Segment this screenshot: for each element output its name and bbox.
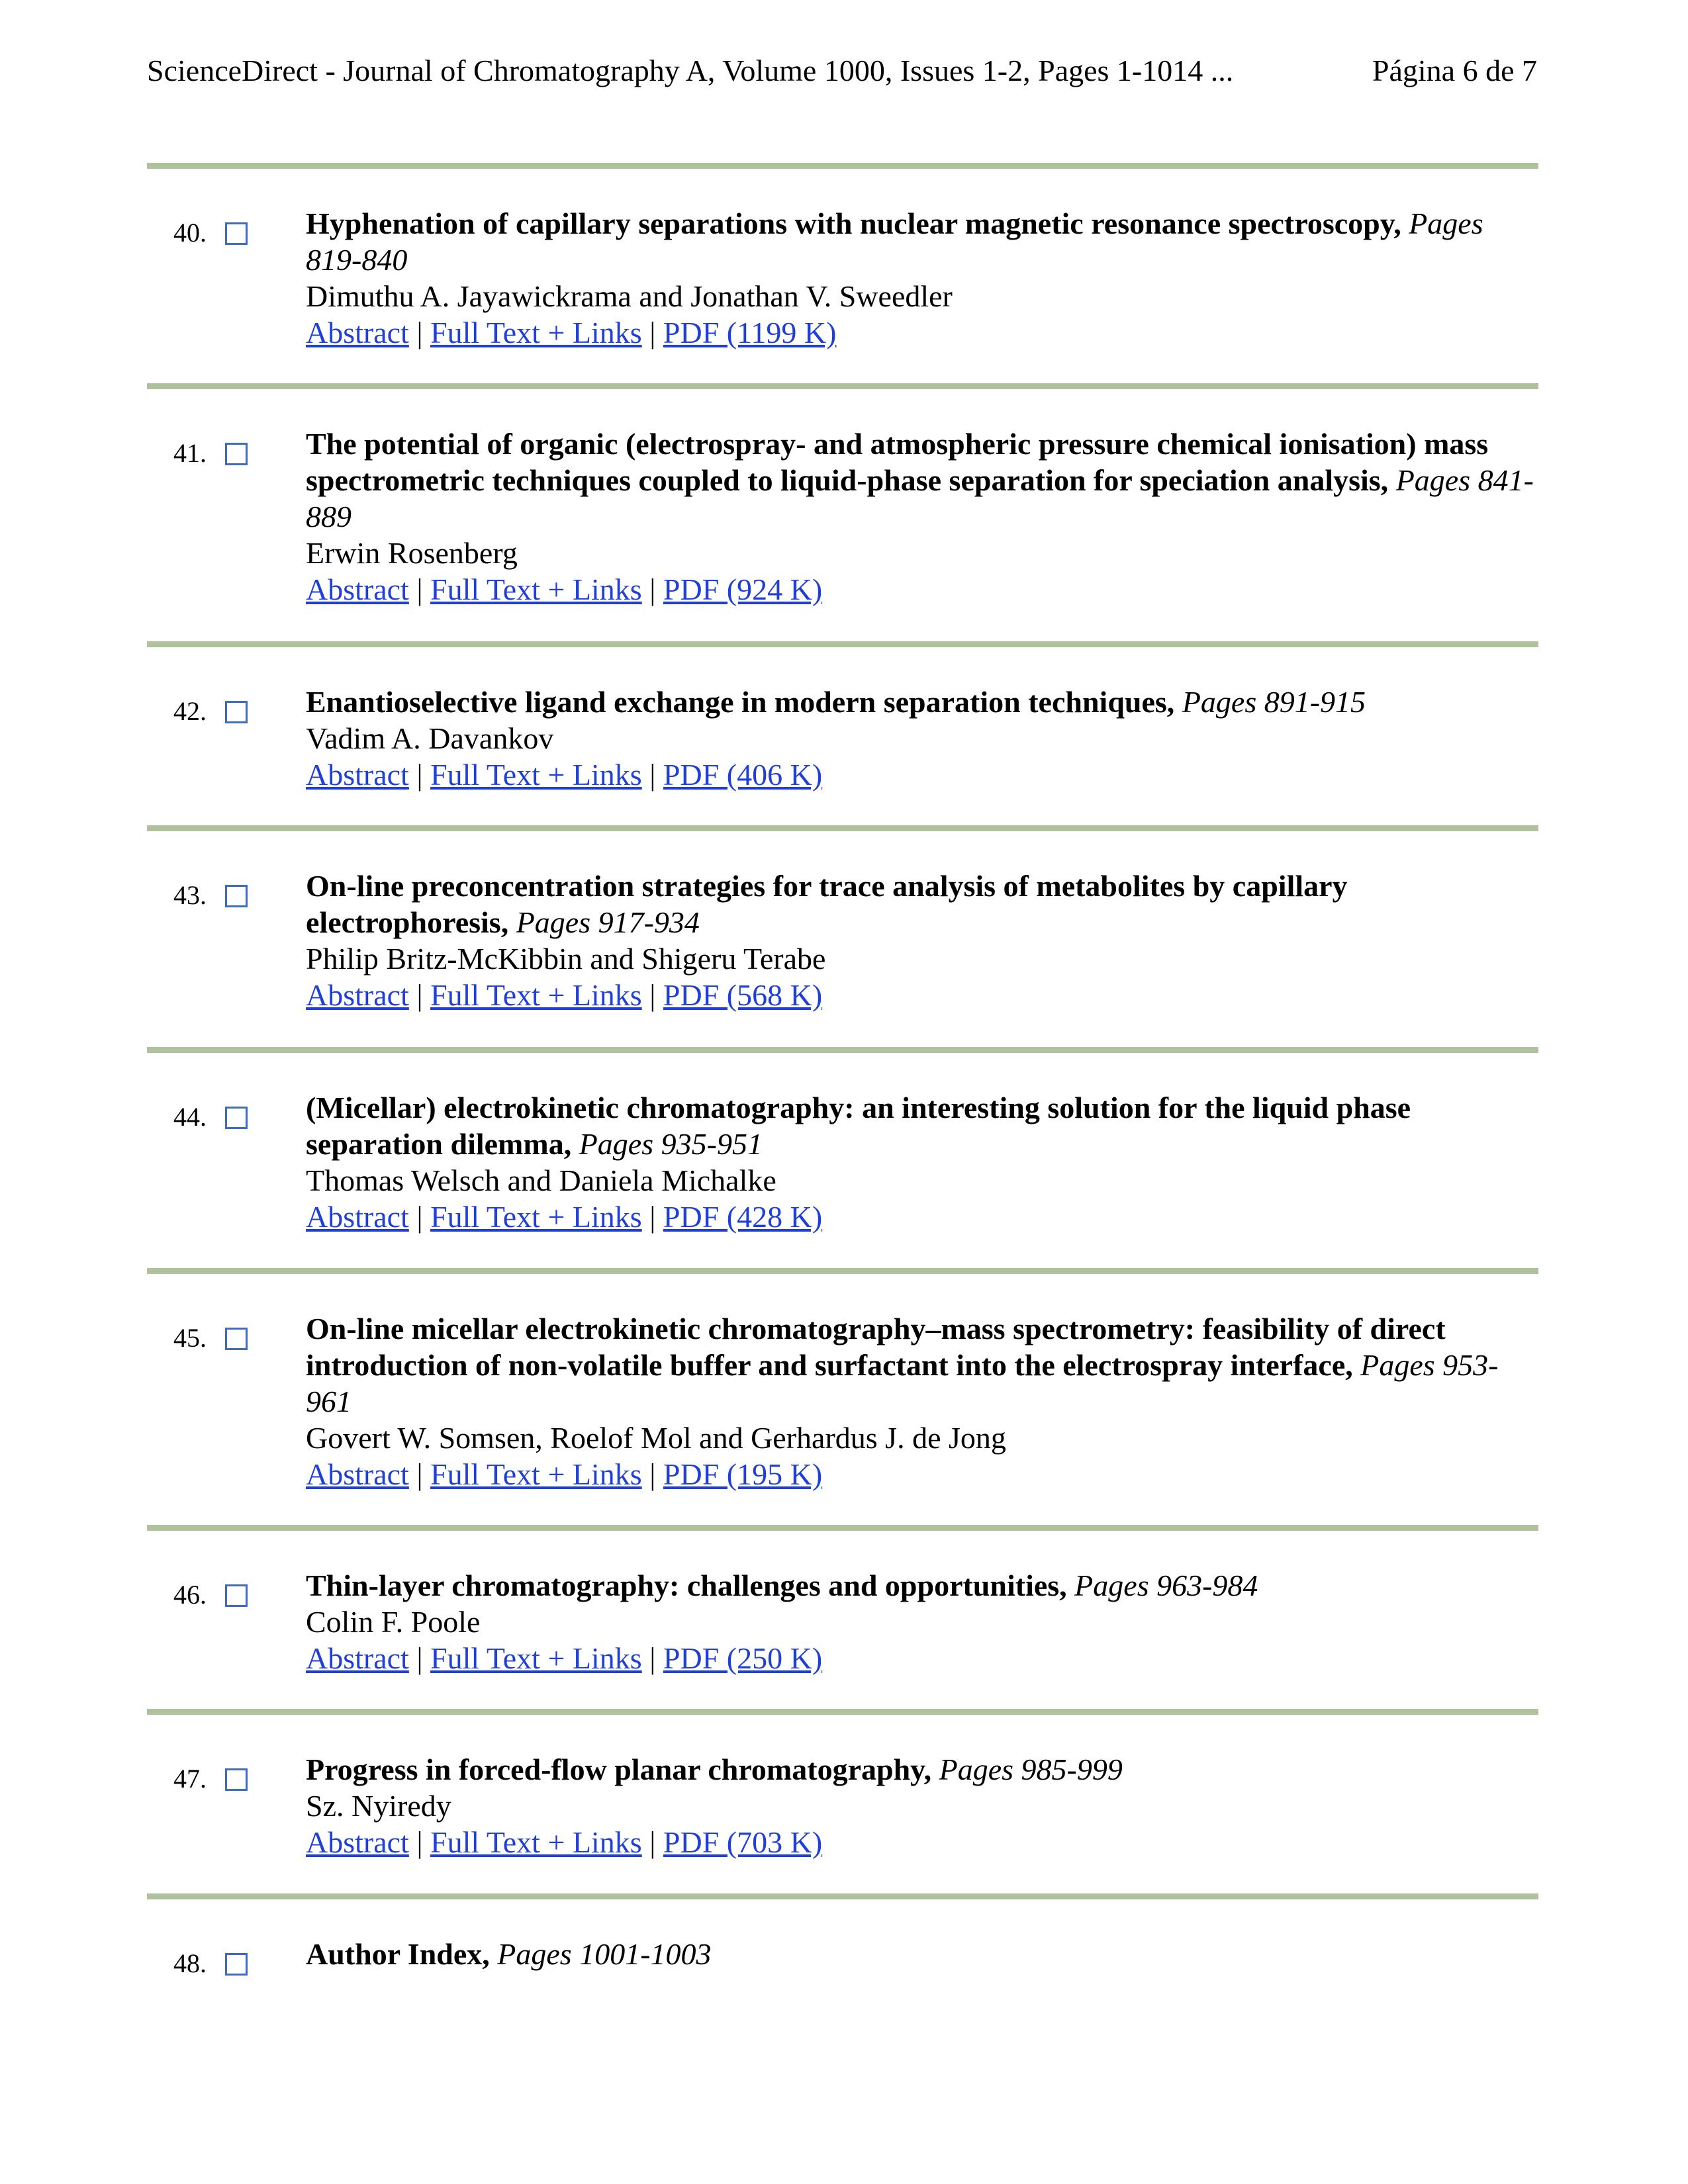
select-checkbox[interactable] [225, 1584, 248, 1607]
divider [147, 1268, 1538, 1274]
article-pages: Pages 1001-1003 [497, 1937, 712, 1971]
article-authors: Sz. Nyiredy [306, 1789, 451, 1823]
divider [147, 825, 1538, 831]
page-header [147, 48, 1537, 94]
link-separator: | [649, 572, 656, 606]
abstract-link[interactable]: Abstract [306, 572, 409, 606]
article-title: Progress in forced-flow planar chromatography, [306, 1752, 932, 1786]
page-indicator: Página 6 de 7 [1372, 54, 1537, 87]
article-authors: Dimuthu A. Jayawickrama and Jonathan V. Sweedler [306, 279, 953, 313]
divider [147, 1047, 1538, 1053]
article-number: 40. [173, 218, 207, 248]
pdf-link[interactable]: PDF (428 K) [663, 1200, 823, 1234]
link-separator: | [649, 1641, 656, 1675]
article-links [306, 756, 1537, 793]
article-number: 41. [173, 438, 207, 468]
article-number: 47. [173, 1764, 207, 1794]
full-text-link[interactable]: Full Text + Links [430, 1457, 642, 1491]
article-authors: Philip Britz-McKibbin and Shigeru Terabe [306, 942, 826, 976]
link-separator: | [416, 978, 423, 1012]
article-pages: Pages 985-999 [939, 1752, 1123, 1786]
article-title: Hyphenation of capillary separations with nuclear magnetic resonance spectroscopy, [306, 206, 1401, 240]
pdf-link[interactable]: PDF (195 K) [663, 1457, 823, 1491]
abstract-link[interactable]: Abstract [306, 1200, 409, 1234]
link-separator: | [416, 1641, 423, 1675]
article-number: 46. [173, 1580, 207, 1610]
article-number: 42. [173, 696, 207, 726]
article-links [306, 977, 1537, 1013]
article-links [306, 314, 1537, 351]
article-authors: Erwin Rosenberg [306, 536, 518, 570]
pdf-link[interactable]: PDF (406 K) [663, 758, 823, 792]
link-separator: | [416, 316, 423, 349]
abstract-link[interactable]: Abstract [306, 1457, 409, 1491]
article-number: 45. [173, 1323, 207, 1353]
abstract-link[interactable]: Abstract [306, 1641, 409, 1675]
article-content [306, 1310, 1537, 1492]
article-content [306, 1089, 1537, 1235]
select-checkbox[interactable] [225, 1768, 248, 1791]
select-checkbox[interactable] [225, 1328, 248, 1350]
article-title: Thin-layer chromatography: challenges and opportunities, [306, 1569, 1067, 1602]
link-separator: | [649, 1457, 656, 1491]
full-text-link[interactable]: Full Text + Links [430, 1641, 642, 1675]
article-content [306, 684, 1537, 793]
article-links [306, 1640, 1537, 1676]
article-pages: Pages 819-840 [306, 206, 1483, 277]
select-checkbox[interactable] [225, 443, 248, 465]
article-authors: Colin F. Poole [306, 1605, 481, 1639]
link-separator: | [416, 572, 423, 606]
article-links [306, 1199, 1537, 1235]
select-checkbox[interactable] [225, 885, 248, 907]
select-checkbox[interactable] [225, 701, 248, 723]
full-text-link[interactable]: Full Text + Links [430, 1200, 642, 1234]
full-text-link[interactable]: Full Text + Links [430, 758, 642, 792]
article-pages: Pages 953-961 [306, 1348, 1499, 1418]
full-text-link[interactable]: Full Text + Links [430, 1825, 642, 1859]
select-checkbox[interactable] [225, 222, 248, 245]
full-text-link[interactable]: Full Text + Links [430, 978, 642, 1012]
article-title: Author Index, [306, 1937, 490, 1971]
abstract-link[interactable]: Abstract [306, 758, 409, 792]
link-separator: | [649, 1200, 656, 1234]
pdf-link[interactable]: PDF (703 K) [663, 1825, 823, 1859]
link-separator: | [649, 316, 656, 349]
article-content [306, 1567, 1537, 1676]
divider [147, 1709, 1538, 1715]
full-text-link[interactable]: Full Text + Links [430, 316, 642, 349]
article-number: 43. [173, 880, 207, 910]
divider [147, 163, 1538, 169]
link-separator: | [416, 1457, 423, 1491]
article-content [306, 868, 1537, 1013]
article-title: On-line preconcentration strategies for trace analysis of metabolites by capillary electrophoresis, [306, 869, 1348, 939]
article-pages: Pages 841-889 [306, 463, 1534, 533]
pdf-link[interactable]: PDF (250 K) [663, 1641, 823, 1675]
article-authors: Vadim A. Davankov [306, 721, 554, 755]
article-content [306, 1751, 1537, 1860]
article-content [306, 426, 1537, 608]
select-checkbox[interactable] [225, 1953, 248, 1976]
article-pages: Pages 917-934 [516, 905, 700, 939]
article-links [306, 571, 1537, 608]
article-title: Enantioselective ligand exchange in modern separation techniques, [306, 685, 1175, 719]
link-separator: | [649, 758, 656, 792]
article-title: (Micellar) electrokinetic chromatography: an interesting solution for the liquid phase separation dilemma, [306, 1091, 1411, 1161]
article-content [306, 1936, 1537, 1972]
article-pages: Pages 891-915 [1182, 685, 1366, 719]
article-title: On-line micellar electrokinetic chromatography–mass spectrometry: feasibility of direct introduction of non-volatile buffer and surfactant into the electrospray interface, [306, 1312, 1446, 1382]
divider [147, 383, 1538, 389]
article-number: 44. [173, 1102, 207, 1132]
pdf-link[interactable]: PDF (568 K) [663, 978, 823, 1012]
divider [147, 1893, 1538, 1899]
link-separator: | [416, 758, 423, 792]
article-content [306, 205, 1537, 351]
link-separator: | [416, 1825, 423, 1859]
abstract-link[interactable]: Abstract [306, 316, 409, 349]
full-text-link[interactable]: Full Text + Links [430, 572, 642, 606]
link-separator: | [649, 1825, 656, 1859]
article-title: The potential of organic (electrospray- and atmospheric pressure chemical ionisation) mass spectrometric techniques coupled to liquid-phase separation for speciation analysis, [306, 427, 1489, 497]
article-links [306, 1824, 1537, 1860]
pdf-link[interactable]: PDF (924 K) [663, 572, 823, 606]
divider [147, 641, 1538, 647]
abstract-link[interactable]: Abstract [306, 978, 409, 1012]
article-pages: Pages 963-984 [1074, 1569, 1258, 1602]
link-separator: | [649, 978, 656, 1012]
select-checkbox[interactable] [225, 1107, 248, 1129]
abstract-link[interactable]: Abstract [306, 1825, 409, 1859]
article-links [306, 1456, 1537, 1492]
pdf-link[interactable]: PDF (1199 K) [663, 316, 837, 349]
article-authors: Thomas Welsch and Daniela Michalke [306, 1163, 776, 1197]
article-pages: Pages 935-951 [579, 1127, 763, 1161]
article-authors: Govert W. Somsen, Roelof Mol and Gerhardus J. de Jong [306, 1421, 1006, 1455]
page-title: ScienceDirect - Journal of Chromatography A, Volume 1000, Issues 1-2, Pages 1-1014 ... [147, 54, 1234, 87]
link-separator: | [416, 1200, 423, 1234]
article-number: 48. [173, 1948, 207, 1978]
divider [147, 1525, 1538, 1531]
